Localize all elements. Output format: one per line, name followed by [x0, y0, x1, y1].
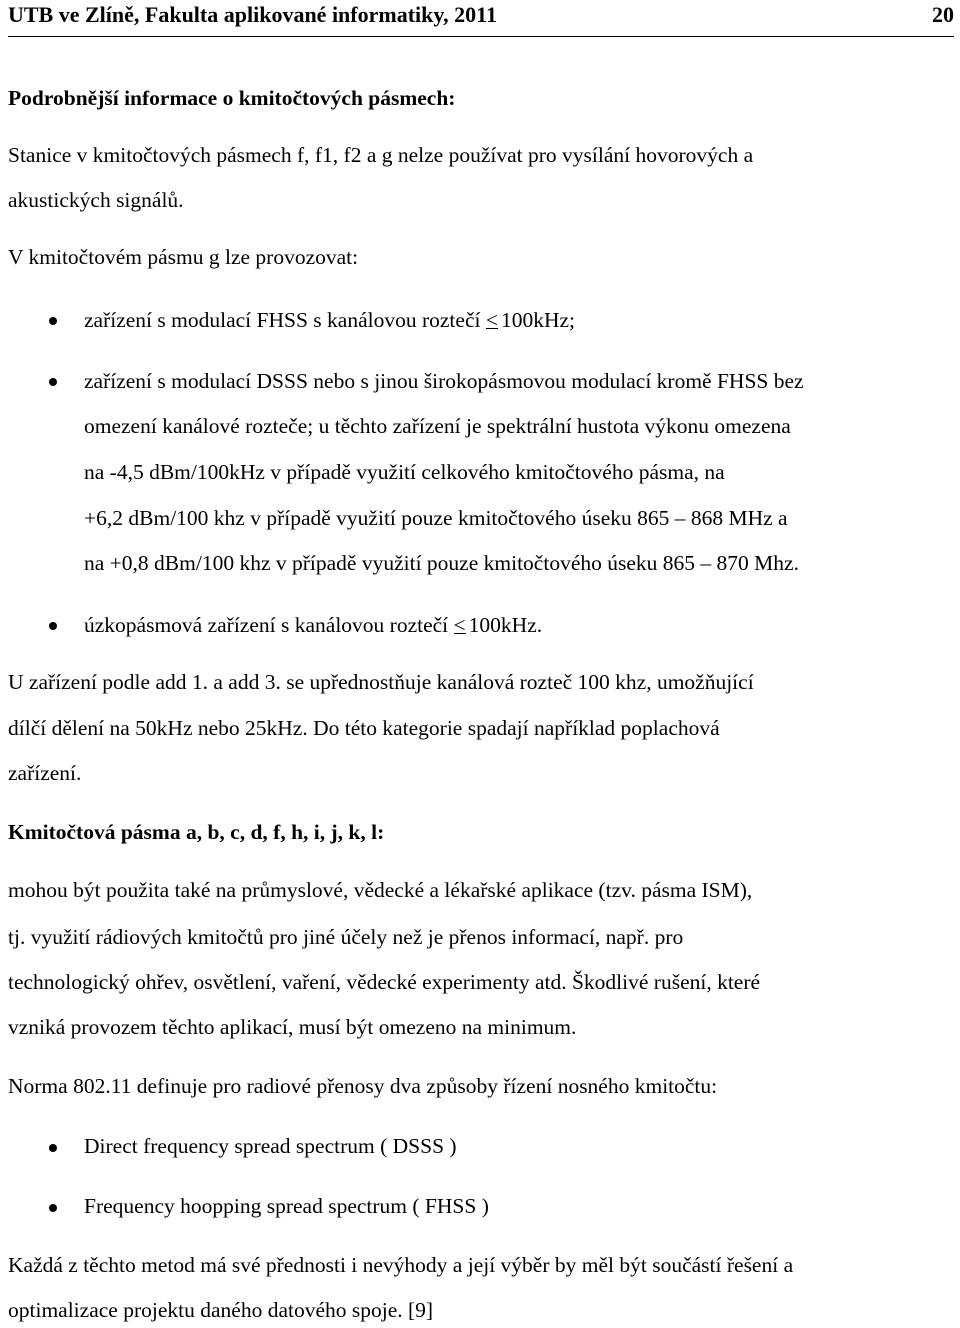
- bullet-item-dsss-line: +6,2 dBm/100 khz v případě využití pouze kmitočtového úseku 865 – 868 MHz a: [84, 506, 788, 530]
- bullet-item-narrowband: [84, 613, 542, 638]
- text-line: Stanice v kmitočtových pásmech f, f1, f2 a g nelze používat pro vysílání hovorových a: [8, 143, 754, 167]
- bullet-icon: [49, 378, 57, 386]
- bullet-item-fhss-method: Frequency hoopping spread spectrum ( FHSS ): [84, 1194, 489, 1218]
- paragraph-line: zařízení.: [8, 761, 82, 785]
- page-number: 20: [932, 2, 954, 27]
- paragraph-line: optimalizace projektu daného datového spoje. [9]: [8, 1298, 434, 1322]
- bullet-item-dsss: Direct frequency spread spectrum ( DSSS ): [84, 1134, 457, 1158]
- bullet-text: úzkopásmová zařízení s kanálovou roztečí: [84, 613, 454, 637]
- bullet-item-dsss-line: omezení kanálové rozteče; u těchto zařízení je spektrální hustota výkonu omezena: [84, 414, 791, 438]
- paragraph-line: [8, 143, 954, 168]
- bullet-value: 100kHz.: [468, 613, 543, 637]
- paragraph-line: akustických signálů.: [8, 188, 184, 212]
- header-title: UTB ve Zlíně, Fakulta aplikované informatiky, 2011: [8, 2, 497, 27]
- bullet-value: 100kHz;: [500, 308, 576, 332]
- bullet-item-dsss-line: zařízení s modulací DSSS nebo s jinou širokopásmovou modulací kromě FHSS bez: [84, 369, 804, 393]
- paragraph-line: Každá z těchto metod má své přednosti i nevýhody a její výběr by měl být součástí řešení a: [8, 1253, 794, 1277]
- bullet-icon: [49, 1144, 57, 1152]
- paragraph-line: dílčí dělení na 50kHz nebo 25kHz. Do této kategorie spadají například poplachová: [8, 716, 720, 740]
- paragraph-line: U zařízení podle add 1. a add 3. se upřednostňuje kanálová rozteč 100 khz, umožňující: [8, 670, 754, 694]
- less-or-equal-icon: <: [453, 613, 466, 637]
- intro-line: V kmitočtovém pásmu g lze provozovat:: [8, 245, 359, 269]
- bullet-item-dsss-line: na -4,5 dBm/100kHz v případě využití celkového kmitočtového pásma, na: [84, 460, 725, 484]
- bullet-text: zařízení s modulací FHSS s kanálovou roztečí: [84, 308, 486, 332]
- bullet-icon: [49, 317, 57, 325]
- paragraph-line: vzniká provozem těchto aplikací, musí být omezeno na minimum.: [8, 1015, 577, 1039]
- less-or-equal-icon: <: [485, 308, 498, 332]
- section-heading-frequency-bands: Podrobnější informace o kmitočtových pásmech:: [8, 86, 456, 110]
- page-header: [8, 0, 954, 37]
- paragraph-line: technologický ohřev, osvětlení, vaření, vědecké experimenty atd. Škodlivé rušení, které: [8, 970, 761, 994]
- bullet-item-fhss: [84, 308, 575, 333]
- paragraph-line: mohou být použita také na průmyslové, vědecké a lékařské aplikace (tzv. pásma ISM),: [8, 878, 753, 902]
- paragraph-line: tj. využití rádiových kmitočtů pro jiné účely než je přenos informací, např. pro: [8, 925, 684, 949]
- norma-line: Norma 802.11 definuje pro radiové přenosy dva způsoby řízení nosného kmitočtu:: [8, 1074, 718, 1098]
- section-heading-ism-bands: Kmitočtová pásma a, b, c, d, f, h, i, j, k, l:: [8, 820, 385, 844]
- bullet-icon: [49, 622, 57, 630]
- bullet-icon: [49, 1204, 57, 1212]
- bullet-item-dsss-line: na +0,8 dBm/100 khz v případě využití pouze kmitočtového úseku 865 – 870 Mhz.: [84, 551, 799, 575]
